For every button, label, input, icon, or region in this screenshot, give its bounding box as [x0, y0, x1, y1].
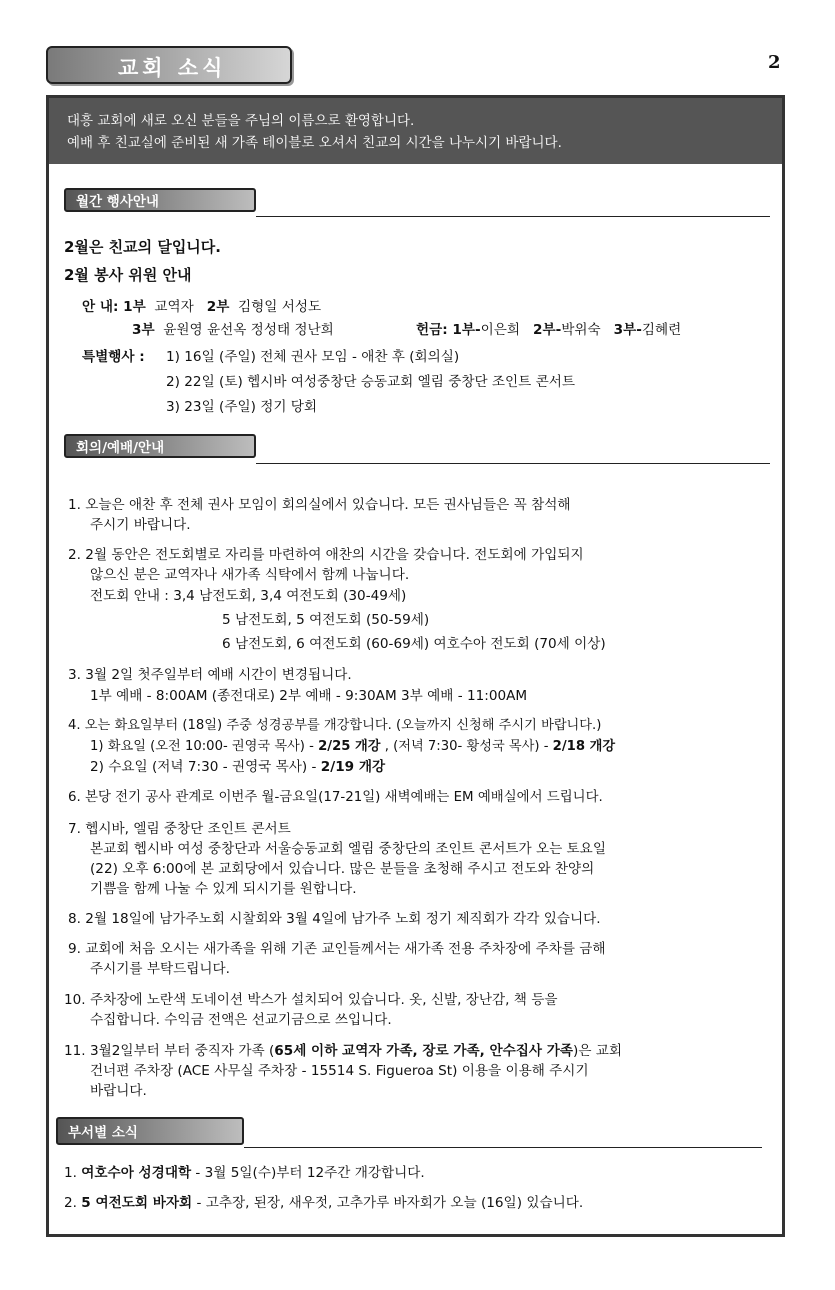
special-item-2: 2) 22일 (토) 헵시바 여성중창단 승동교회 엘림 중창단 조인트 콘서트 — [166, 374, 576, 390]
notice-8: 8. 2월 18일에 남가주노회 시찰회와 3월 4일에 남가주 노회 정기 제직회가 각각 있습니다. — [68, 911, 601, 927]
guide-3-label: 3부 — [132, 322, 155, 338]
notice-6: 6. 본당 전기 공사 관계로 이번주 월-금요일(17-21일) 새벽예배는 EM 예배실에서 드립니다. — [68, 790, 603, 805]
guide-1: 교역자 — [154, 299, 194, 315]
guide-label: 안 내: 1부 — [82, 299, 146, 315]
dept-item-2-bold: 5 여전도회 바자회 — [81, 1195, 193, 1211]
monthly-line-2: 2월 봉사 위원 안내 — [64, 266, 192, 284]
notice-2b: 않으신 분은 교역자나 새가족 식탁에서 함께 나눕니다. — [90, 567, 410, 583]
guide-3: 윤원영 윤선옥 정성태 정난희 — [163, 322, 334, 338]
offering-2-label: 2부- — [533, 322, 562, 338]
notice-4b — [90, 738, 615, 756]
notice-2a: 2. 2월 동안은 전도회별로 자리를 마련하여 애찬의 시간을 갖습니다. 전도회에 가입되지 — [68, 547, 584, 563]
notice-4b-mid: , (저녁 7:30- 황성국 목사) - — [380, 739, 553, 754]
notice-7c: (22) 오후 6:00에 본 교회당에서 있습니다. 많은 분들을 초청해 주시고 전도와 찬양의 — [90, 861, 595, 877]
dept-item-1 — [64, 1164, 425, 1182]
section-tab-dept: 부서별 소식 — [56, 1117, 244, 1145]
section-tab-meeting: 회의/예배/안내 — [64, 434, 256, 458]
notice-9b: 주시기를 부탁드립니다. — [90, 961, 230, 977]
notice-2c: 전도회 안내 : 3,4 남전도회, 3,4 여전도회 (30-49세) — [90, 588, 407, 604]
offering-3-label: 3부- — [613, 322, 642, 338]
notice-3b: 1부 예배 - 8:00AM (종전대로) 2부 예배 - 9:30AM 3부 예배 - 11:00AM — [90, 688, 528, 704]
notice-11a-bold: 65세 이하 교역자 가족, 장로 가족, 안수집사 가족 — [274, 1043, 574, 1059]
notice-4c-text: 2) 수요일 (저녁 7:30 - 권영국 목사) - — [90, 759, 321, 775]
notice-11a — [64, 1042, 622, 1060]
offering-row — [416, 321, 681, 339]
guide-2-label: 2부 — [206, 299, 230, 315]
notice-10b: 수집합니다. 수익금 전액은 선교기금으로 쓰입니다. — [90, 1012, 392, 1028]
welcome-line-2: 예배 후 친교실에 준비된 새 가족 테이블로 오셔서 친교의 시간을 나누시기 바랍니다. — [67, 135, 562, 151]
notice-9a: 9. 교회에 처음 오시는 새가족을 위해 기존 교인들께서는 새가족 전용 주차장에 주차를 금해 — [68, 941, 606, 957]
notice-2d: 5 남전도회, 5 여전도회 (50-59세) — [222, 612, 430, 628]
notice-7a: 7. 헵시바, 엘림 중창단 조인트 콘서트 — [68, 821, 291, 837]
offering-1: 이은희 — [480, 322, 521, 338]
section-tab-monthly: 월간 행사안내 — [64, 188, 256, 212]
offering-label: 헌금: 1부- — [416, 322, 481, 338]
guide-2: 김형일 서성도 — [238, 299, 322, 315]
notice-4b-bold-2: 2/18 개강 — [552, 739, 616, 754]
notice-4b-bold-1: 2/25 개강 — [318, 739, 381, 754]
dept-item-1-num: 1. — [64, 1165, 82, 1181]
notice-10a: 10. 주차장에 노란색 도네이션 박스가 설치되어 있습니다. 옷, 신발, 장난감, 책 등을 — [64, 992, 558, 1008]
notice-11a-text: 11. 3월2일부터 부터 중직자 가족 ( — [64, 1043, 275, 1059]
dept-item-2-num: 2. — [64, 1195, 82, 1211]
offering-2: 박위숙 — [561, 322, 601, 338]
page-number: 2 — [768, 52, 781, 73]
dept-item-1-text: - 3월 5일(수)부터 12주간 개강합니다. — [191, 1165, 425, 1181]
guide-row-1 — [82, 298, 321, 316]
notice-1a: 1. 오늘은 애찬 후 전체 권사 모임이 회의실에서 있습니다. 모든 권사님들은 꼭 참석해 — [68, 497, 571, 513]
notice-11c: 바랍니다. — [90, 1083, 147, 1099]
notice-4c — [90, 758, 385, 776]
special-item-1: 1) 16일 (주일) 전체 권사 모임 - 애찬 후 (회의실) — [166, 349, 460, 365]
page-title: 교회 소식 — [118, 56, 227, 80]
guide-row-2 — [132, 321, 334, 339]
notice-7b: 본교회 헵시바 여성 중창단과 서울승동교회 엘림 중창단의 조인트 콘서트가 오는 토요일 — [90, 841, 606, 857]
special-label: 특별행사 : — [82, 349, 145, 365]
notice-3a: 3. 3월 2일 첫주일부터 예배 시간이 변경됩니다. — [68, 667, 352, 683]
notice-2e: 6 남전도회, 6 여전도회 (60-69세) 여호수아 전도회 (70세 이상) — [222, 636, 606, 652]
notice-4c-bold: 2/19 개강 — [320, 759, 386, 775]
monthly-line-1: 2월은 친교의 달입니다. — [64, 238, 221, 256]
page-title-tab — [46, 46, 292, 84]
notice-11a-post: )은 교회 — [573, 1043, 623, 1059]
dept-item-2-text: - 고추장, 된장, 새우젓, 고추가루 바자회가 오늘 (16일) 있습니다. — [192, 1195, 584, 1211]
notice-1b: 주시기 바랍니다. — [90, 517, 191, 533]
special-item-3: 3) 23일 (주일) 정기 당회 — [166, 399, 318, 415]
section-rule-meeting — [256, 463, 770, 464]
offering-3: 김혜련 — [641, 322, 682, 338]
dept-item-2 — [64, 1194, 583, 1212]
section-rule-dept — [244, 1147, 762, 1148]
welcome-banner — [49, 98, 782, 164]
section-rule-monthly — [256, 216, 770, 217]
welcome-line-1: 대흥 교회에 새로 오신 분들을 주님의 이름으로 환영합니다. — [67, 113, 415, 129]
notice-7d: 기쁨을 함께 나눌 수 있게 되시기를 원합니다. — [90, 881, 357, 897]
notice-4b-text: 1) 화요일 (오전 10:00- 권영국 목사) - — [90, 739, 319, 754]
dept-item-1-bold: 여호수아 성경대학 — [81, 1165, 192, 1181]
notice-11b: 건너편 주차장 (ACE 사무실 주차장 - 15514 S. Figueroa St) 이용을 이용해 주시기 — [90, 1063, 589, 1079]
notice-4a: 4. 오는 화요일부터 (18일) 주중 성경공부를 개강합니다. (오늘까지 신청해 주시기 바랍니다.) — [68, 718, 602, 733]
